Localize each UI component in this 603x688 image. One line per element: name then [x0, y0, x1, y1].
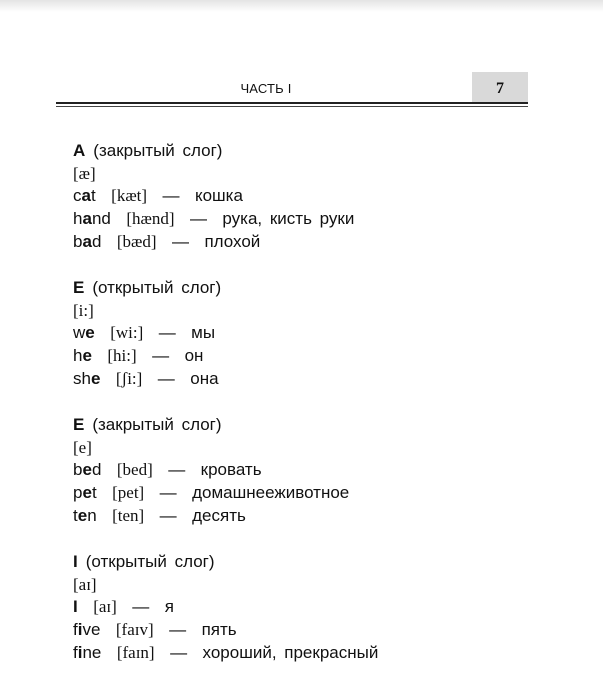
- em-dash: —: [168, 460, 186, 480]
- word-entry: [73, 322, 553, 345]
- word-translation: плохой: [204, 231, 261, 251]
- em-dash: —: [157, 368, 175, 388]
- word-ipa: [faɪn]: [116, 642, 155, 662]
- page-header: [56, 72, 528, 104]
- em-dash: —: [159, 482, 177, 502]
- section-heading: [73, 414, 553, 437]
- em-dash: —: [152, 346, 170, 365]
- header-rule-thick: [56, 102, 528, 104]
- word-post: d: [91, 231, 102, 251]
- phonics-content: [73, 140, 553, 688]
- word-post: nd: [91, 209, 111, 229]
- word-ipa: [bed]: [116, 460, 153, 480]
- word-pre: f: [73, 619, 78, 639]
- word-ipa: [aɪ]: [93, 597, 117, 617]
- word-translation: он: [184, 346, 204, 365]
- word-pre: t: [73, 505, 78, 525]
- word-vowel: i: [77, 642, 83, 662]
- sound-ipa: [æ]: [73, 163, 96, 183]
- word-pre: h: [73, 209, 83, 229]
- word-translation: десять: [192, 505, 246, 525]
- page-number: 7: [472, 72, 528, 102]
- page-top-edge: [0, 0, 603, 12]
- word-post: t: [90, 186, 96, 206]
- word-translation: кошка: [194, 186, 243, 206]
- word-vowel: I: [73, 597, 78, 617]
- syllable-type: (закрытый слог): [92, 414, 222, 434]
- sound-line: [73, 437, 553, 460]
- section-heading: [73, 140, 553, 163]
- word-pre: c: [73, 186, 82, 206]
- word-entry: [73, 459, 553, 482]
- sound-ipa: [i:]: [73, 300, 94, 320]
- syllable-type: (открытый слог): [92, 277, 222, 297]
- section-letter: A: [73, 141, 86, 160]
- word-entry: [73, 642, 553, 665]
- word-vowel: a: [82, 231, 92, 251]
- word-ipa: [wi:]: [110, 323, 144, 343]
- word-vowel: a: [81, 186, 91, 206]
- word-ipa: [pet]: [112, 482, 145, 502]
- word-pre: b: [73, 231, 83, 251]
- section-i-open: [73, 551, 553, 664]
- section-letter: I: [73, 551, 78, 571]
- word-entry: [73, 208, 553, 231]
- word-entry: [73, 596, 553, 619]
- chapter-title: ЧАСТЬ I: [240, 81, 292, 96]
- word-vowel: i: [77, 619, 83, 639]
- section-e-closed: [73, 414, 553, 527]
- section-a-closed: [73, 140, 553, 253]
- word-entry: [73, 231, 553, 254]
- word-translation: я: [164, 597, 174, 617]
- word-entry: [73, 185, 553, 208]
- word-ipa: [ten]: [112, 505, 145, 525]
- em-dash: —: [170, 642, 188, 662]
- syllable-type: (открытый слог): [85, 551, 215, 571]
- word-translation: домашнееживотное: [192, 482, 350, 502]
- word-vowel: e: [90, 368, 101, 388]
- word-translation: хороший, прекрасный: [202, 642, 379, 662]
- word-ipa: [kæt]: [111, 186, 148, 206]
- section-letter: E: [73, 277, 85, 297]
- sound-ipa: [e]: [73, 437, 92, 457]
- word-post: n: [87, 505, 97, 525]
- word-vowel: a: [82, 209, 92, 229]
- em-dash: —: [132, 597, 150, 617]
- word-pre: f: [73, 642, 78, 662]
- word-vowel: e: [77, 505, 88, 525]
- sound-ipa: [aɪ]: [73, 574, 97, 594]
- word-entry: [73, 368, 553, 391]
- em-dash: —: [169, 619, 187, 639]
- section-letter: E: [73, 414, 85, 434]
- word-ipa: [faɪv]: [115, 619, 154, 639]
- em-dash: —: [189, 209, 207, 229]
- word-ipa: [hænd]: [126, 209, 175, 229]
- sound-line: [73, 300, 553, 323]
- em-dash: —: [162, 186, 180, 206]
- word-vowel: e: [85, 323, 95, 343]
- em-dash: —: [158, 323, 176, 343]
- word-post: ne: [82, 642, 102, 662]
- word-pre: p: [73, 482, 83, 502]
- section-heading: [73, 277, 553, 300]
- word-pre: sh: [73, 368, 91, 388]
- em-dash: —: [159, 505, 177, 525]
- syllable-type: (закрытый слог): [93, 141, 223, 160]
- word-post: d: [91, 460, 102, 480]
- sound-line: [73, 163, 553, 186]
- word-entry: [73, 505, 553, 528]
- word-entry: [73, 482, 553, 505]
- sound-line: [73, 574, 553, 597]
- word-pre: b: [73, 460, 83, 480]
- header-rule-thin: [56, 106, 528, 107]
- word-translation: она: [190, 368, 219, 388]
- word-translation: кровать: [200, 460, 262, 480]
- word-entry: [73, 619, 553, 642]
- word-vowel: e: [82, 460, 92, 480]
- word-post: ve: [82, 619, 101, 639]
- word-vowel: e: [82, 482, 92, 502]
- word-entry: [73, 345, 553, 368]
- word-translation: пять: [201, 619, 237, 639]
- word-ipa: [ʃi:]: [115, 368, 143, 388]
- word-pre: h: [73, 346, 83, 365]
- word-vowel: e: [82, 346, 92, 365]
- word-ipa: [bæd]: [116, 231, 157, 251]
- word-translation: рука, кисть руки: [222, 209, 355, 229]
- word-post: t: [91, 482, 97, 502]
- section-e-open: [73, 277, 553, 390]
- word-translation: мы: [191, 323, 216, 343]
- word-pre: w: [73, 323, 86, 343]
- em-dash: —: [171, 231, 189, 251]
- section-heading: [73, 551, 553, 574]
- word-ipa: [hi:]: [107, 346, 137, 365]
